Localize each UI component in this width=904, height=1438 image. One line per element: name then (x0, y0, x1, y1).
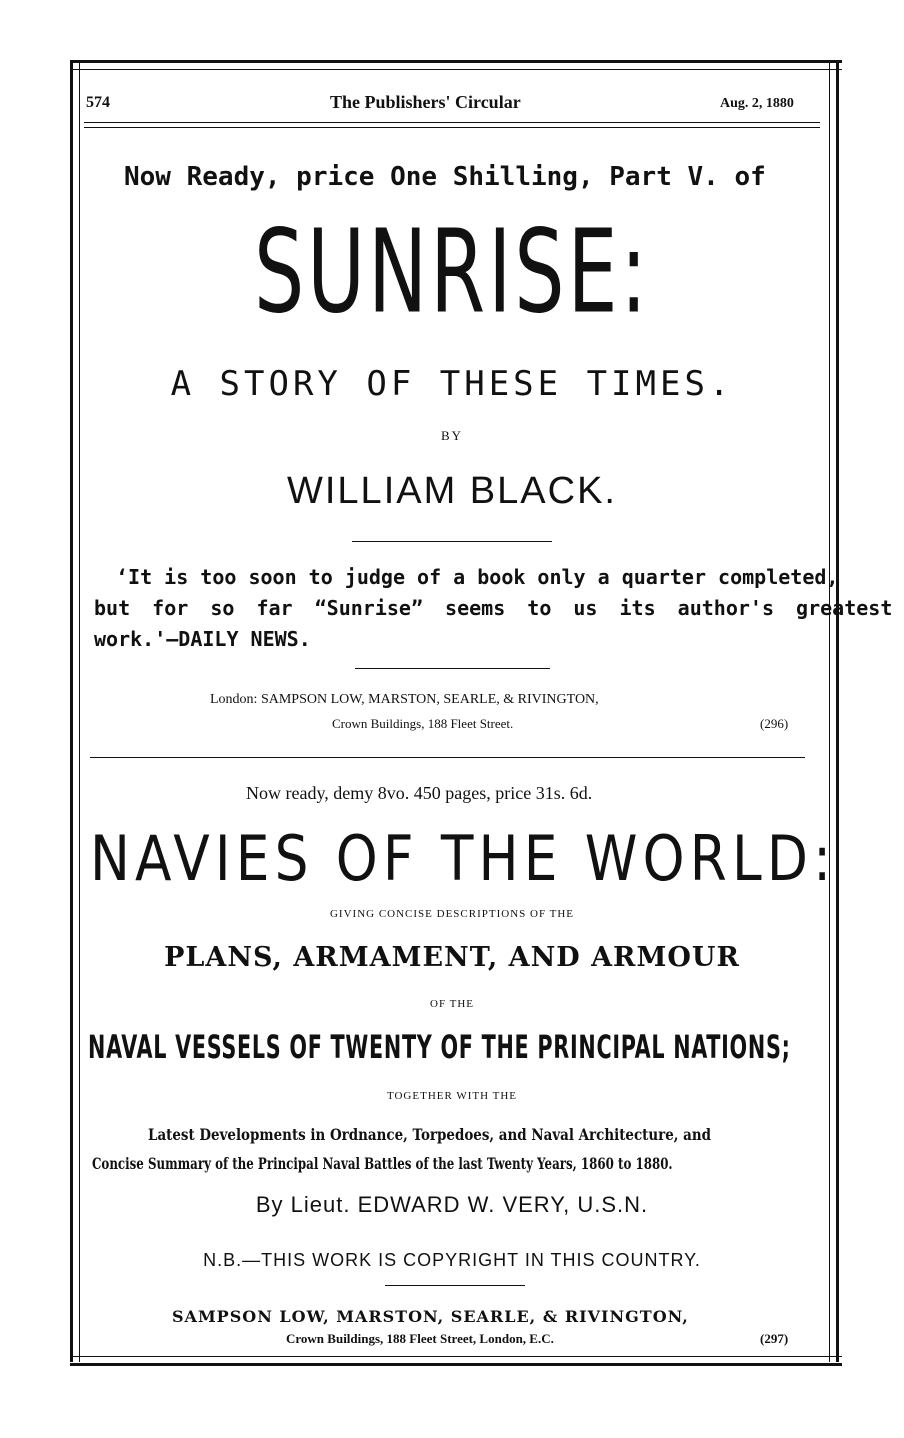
page-border-right (829, 60, 839, 1362)
ad2-publisher-line2: Crown Buildings, 188 Fleet Street, London, E.C. (286, 1331, 554, 1346)
ad1-subtitle: A STORY OF THESE TIMES. (170, 364, 734, 404)
ad1-quote-line2: but for so far “Sunrise” seems to us its author's greatest (94, 596, 893, 620)
ad2-together: TOGETHER WITH THE (386, 1090, 518, 1102)
ad2-of-the: OF THE (430, 998, 474, 1010)
ad2-giving: GIVING CONCISE DESCRIPTIONS OF THE (329, 908, 575, 920)
page-border-left (70, 60, 80, 1362)
divider (352, 541, 552, 542)
page-border-top (70, 60, 842, 70)
header-rule (84, 122, 820, 123)
ad2-publisher-line1: SAMPSON LOW, MARSTON, SEARLE, & RIVINGTON, (172, 1307, 689, 1326)
ad2-number: (297) (760, 1331, 789, 1346)
divider (355, 668, 550, 669)
issue-date: Aug. 2, 1880 (720, 96, 794, 111)
ad2-copyright: N.B.—THIS WORK IS COPYRIGHT IN THIS COUNTRY. (203, 1250, 701, 1270)
running-title: The Publishers' Circular (330, 92, 521, 112)
ad2-naval: NAVAL VESSELS OF TWENTY OF THE PRINCIPAL NATIONS; (88, 1028, 791, 1066)
ad1-by: BY (440, 428, 464, 443)
ad2-latest-line2: Concise Summary of the Principal Naval Battles of the last Twenty Years, 1860 to 1880. (92, 1154, 673, 1173)
header-rule-secondary (84, 127, 820, 128)
ad1-publisher-line1: London: SAMPSON LOW, MARSTON, SEARLE, & RIVINGTON, (210, 692, 599, 707)
ad1-title: SUNRISE: (254, 204, 650, 339)
advert-separator (90, 757, 805, 758)
ad2-plans: PLANS, ARMAMENT, AND ARMOUR (164, 942, 740, 973)
ad2-by-line: By Lieut. EDWARD W. VERY, U.S.N. (255, 1192, 649, 1217)
ad1-intro: Now Ready, price One Shilling, Part V. of (124, 162, 766, 192)
ad2-latest-line1: Latest Developments in Ordnance, Torpedoes, and Naval Architecture, and (148, 1125, 711, 1144)
ad1-quote-line3: work.'—DAILY NEWS. (94, 627, 311, 651)
ad1-author: WILLIAM BLACK. (287, 470, 617, 512)
ad1-publisher-line2: Crown Buildings, 188 Fleet Street. (332, 716, 514, 731)
ad1-quote-line1: ‘It is too soon to judge of a book only a quarter completed, (116, 565, 839, 589)
page-border-bottom (70, 1356, 842, 1366)
ad1-title-wrap (84, 204, 820, 339)
divider (385, 1285, 525, 1286)
ad2-title: NAVIES OF THE WORLD: (90, 822, 837, 895)
ad1-number: (296) (760, 716, 789, 731)
ad2-intro: Now ready, demy 8vo. 450 pages, price 31s. 6d. (246, 783, 593, 803)
page-number: 574 (86, 94, 110, 111)
